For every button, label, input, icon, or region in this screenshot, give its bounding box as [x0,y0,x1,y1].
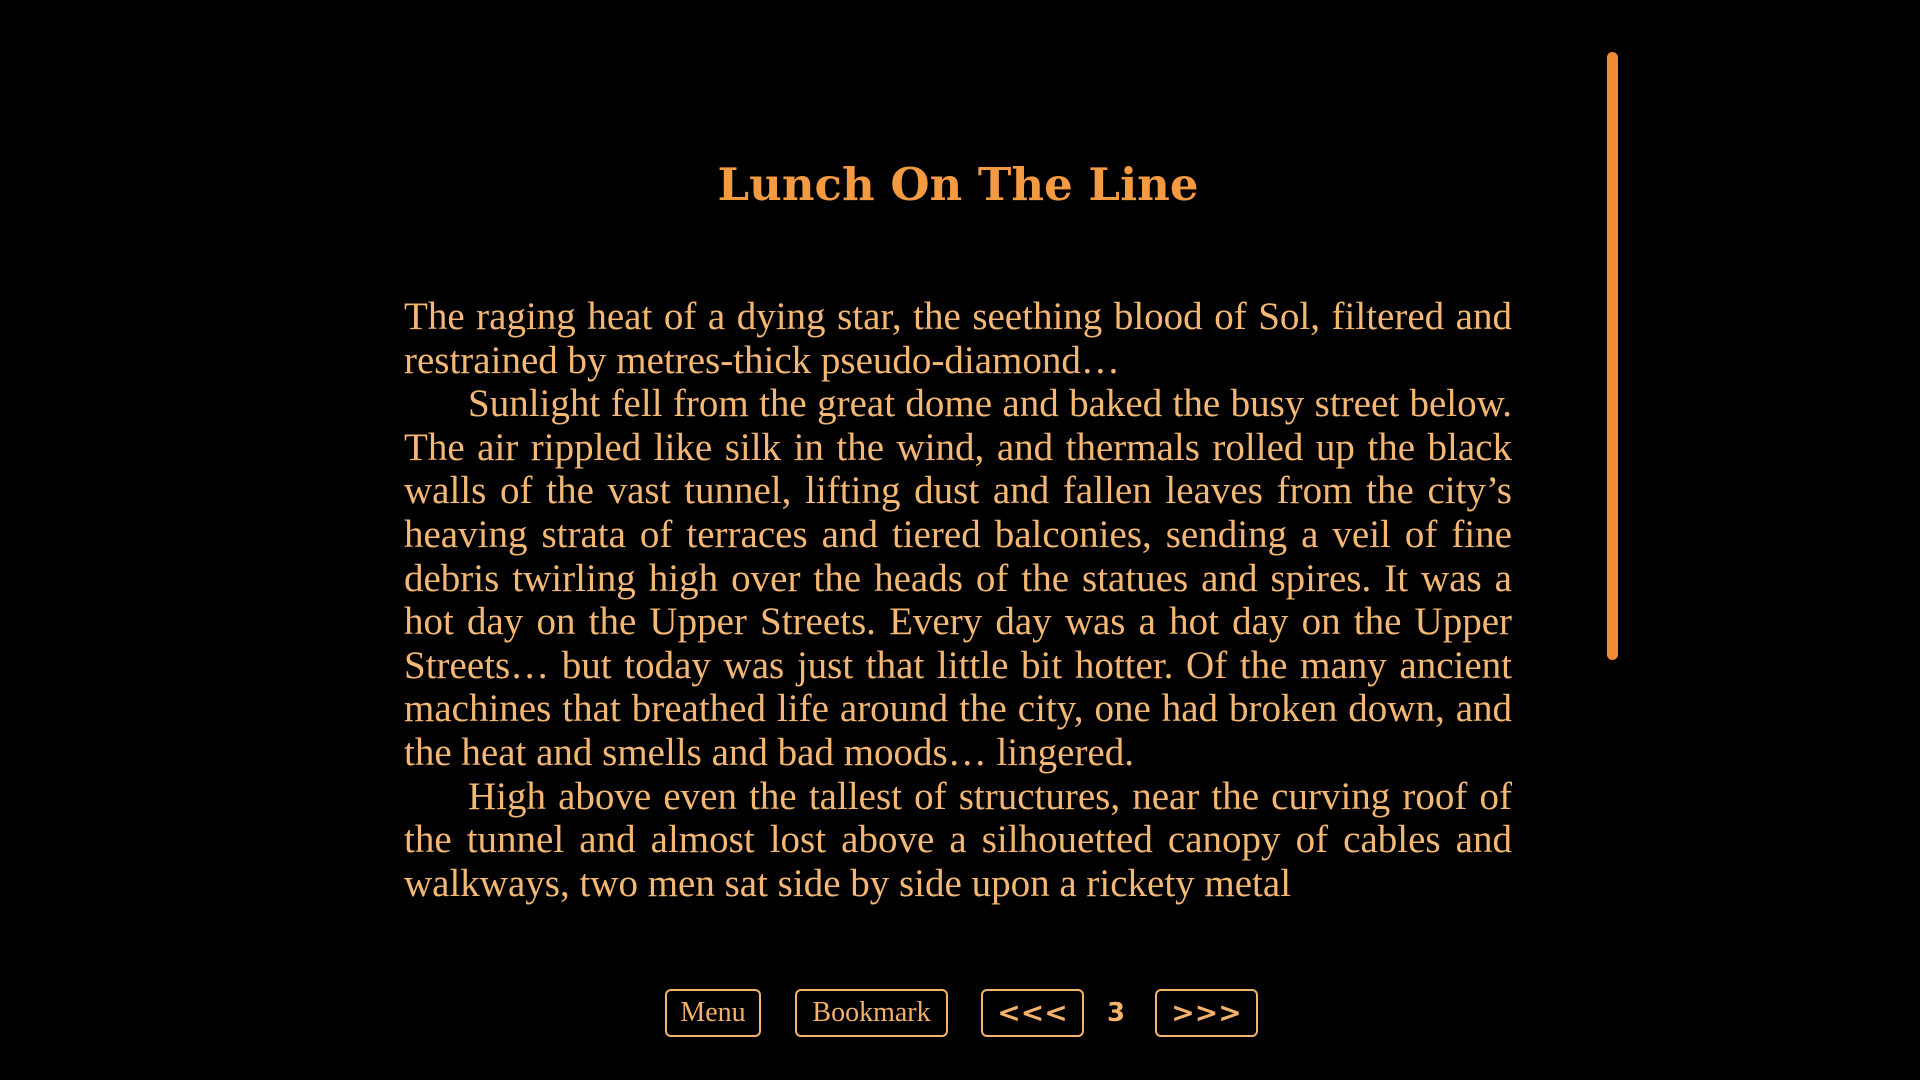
bookmark-button[interactable]: Bookmark [795,989,948,1037]
paragraph: Sunlight fell from the great dome and baked the busy street below. The air rippled like silk in the wind, and thermals rolled up the black walls of the vast tunnel, lifting dust and fallen leaves from the city’s heaving strata of terraces and tiered balconies, sending a veil of fine debris twirling high over the heads of the statues and spires. It was a hot day on the Upper Streets. Every day was a hot day on the Upper Streets… but today was just that little bit hotter. Of the many ancient machines that breathed life around the city, one had broken down, and the heat and smells and bad moods… lingered. [404,382,1512,774]
navigation-bar [0,989,1920,1037]
page-number: 3 [1106,998,1126,1028]
scrollbar-thumb[interactable] [1607,52,1618,660]
scrollbar[interactable] [1607,52,1618,660]
previous-page-button[interactable]: <<< [981,989,1084,1037]
paragraph: The raging heat of a dying star, the seething blood of Sol, filtered and restrained by metres-thick pseudo-diamond… [404,295,1512,382]
menu-button[interactable]: Menu [665,989,761,1037]
chapter-text [404,295,1512,953]
chapter-title: Lunch On The Line [717,158,1199,211]
reader-page [404,0,1512,970]
paragraph: High above even the tallest of structures, near the curving roof of the tunnel and almost lost above a silhouetted canopy of cables and walkways, two men sat side by side upon a rickety metal [404,774,1512,905]
next-page-button[interactable]: >>> [1155,989,1258,1037]
